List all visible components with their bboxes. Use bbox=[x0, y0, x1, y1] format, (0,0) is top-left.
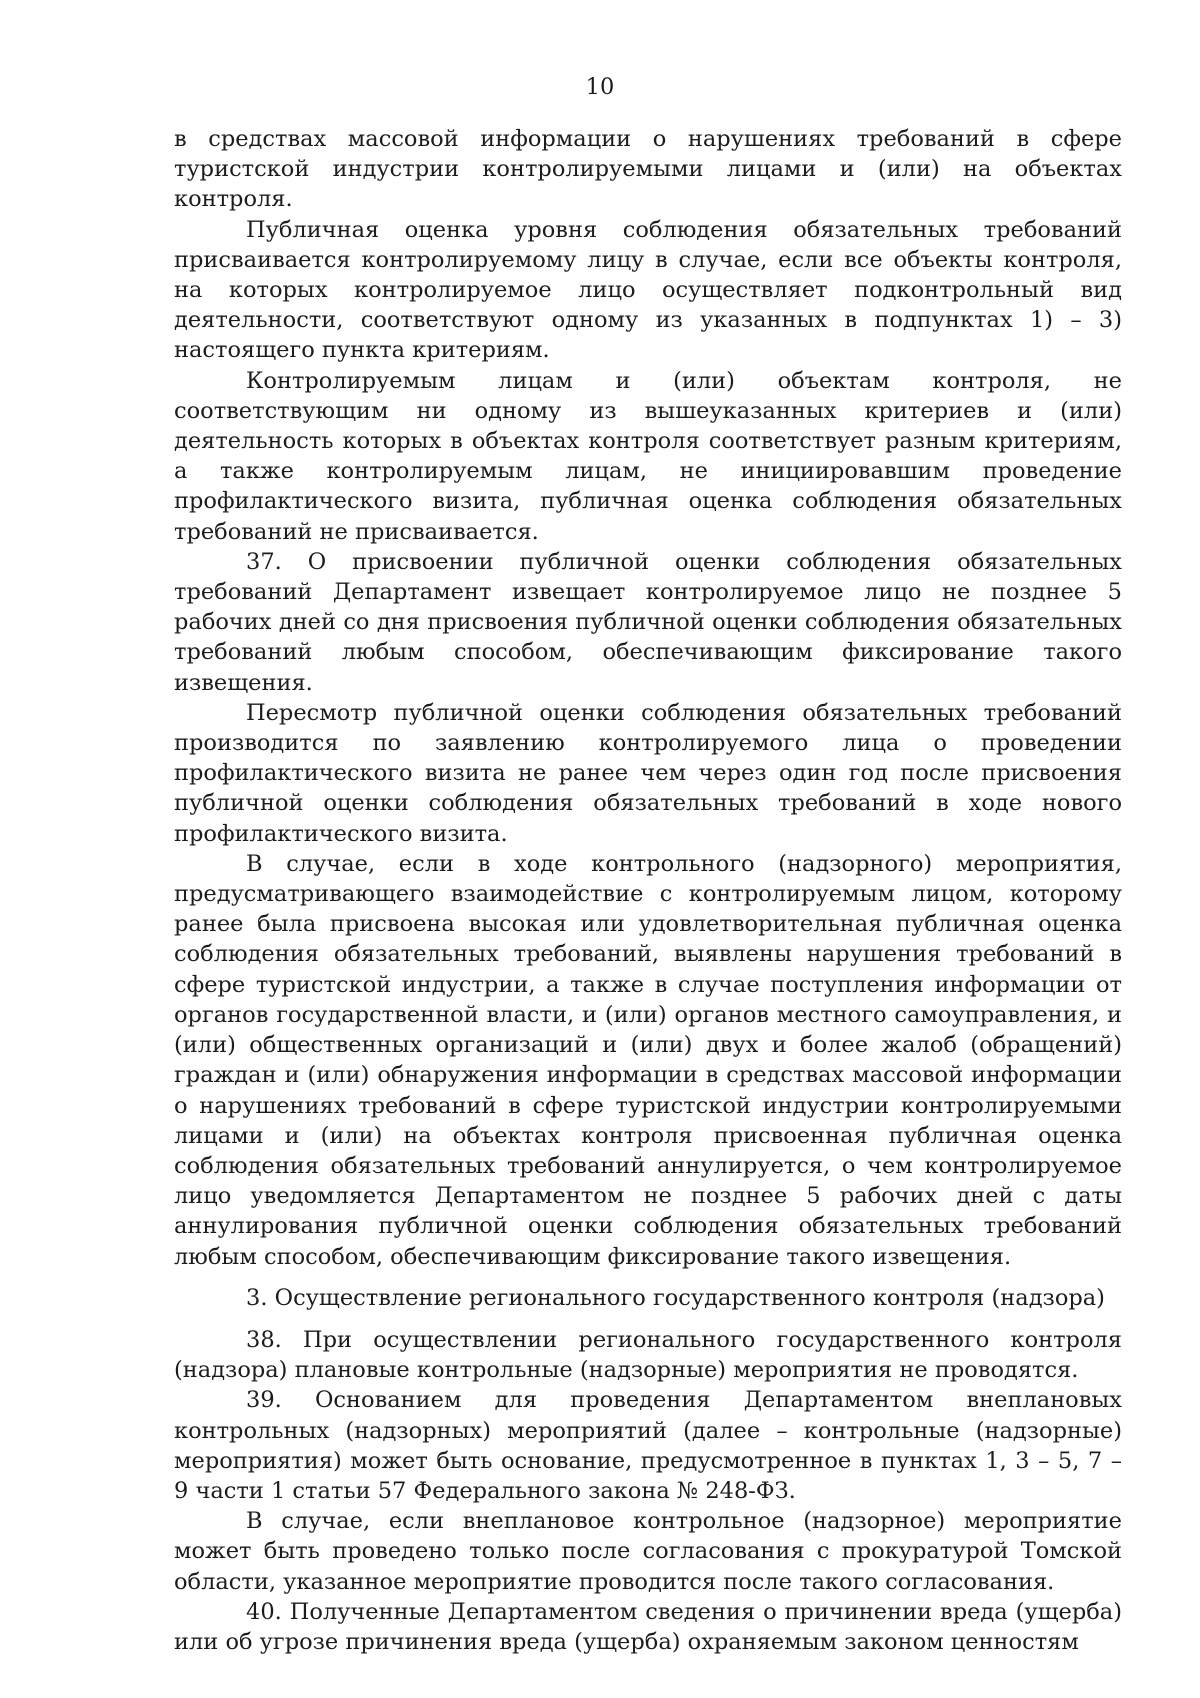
page-number: 10 bbox=[585, 74, 615, 100]
paragraph-not-assigned: Контролируемым лицам и (или) объектам контроля, не соответствующим ни одному из вышеуказанных критериев и (или) деятельность которых в объектах контроля соответствует разным критериям, а также контролируемым лицам, не инициировавшим проведение профилактического визита, публичная оценка соблюдения обязательных требований не присваивается. bbox=[174, 367, 1122, 545]
document-body bbox=[174, 124, 1122, 1657]
paragraph-item-40: 40. Полученные Департаментом сведения о причинении вреда (ущерба) или об угрозе причинения вреда (ущерба) охраняемым законом ценностям bbox=[174, 1598, 1122, 1655]
paragraph-item-38: 38. При осуществлении регионального государственного контроля (надзора) плановые контрольные (надзорные) мероприятия не проводятся. bbox=[174, 1326, 1122, 1384]
paragraph-annulment: В случае, если в ходе контрольного (надзорного) мероприятия, предусматривающего взаимодействие с контролируемым лицом, которому ранее была присвоена высокая или удовлетворительная публичная оценка соблюдения обязательных требований, выявлены нарушения требований в сфере туристской индустрии, а также в случае поступления информации от органов государственной власти, и (или) органов местного самоуправления, и (или) общественных организаций и (или) двух и более жалоб (обращений) граждан и (или) обнаружения информации в средствах массовой информации о нарушениях требований в сфере туристской индустрии контролируемыми лицами и (или) на объектах контроля присвоенная публичная оценка соблюдения обязательных требований аннулируется, о чем контролируемое лицо уведомляется Департаментом не позднее 5 рабочих дней с даты аннулирования публичной оценки соблюдения обязательных требований любым способом, обеспечивающим фиксирование такого извещения. bbox=[174, 850, 1122, 1270]
paragraph-item-39: 39. Основанием для проведения Департаментом внеплановых контрольных (надзорных) мероприятий (далее – контрольные (надзорные) мероприятия) может быть основание, предусмотренное в пунктах 1, 3 – 5, 7 – 9 части 1 статьи 57 Федерального закона № 248-ФЗ. bbox=[174, 1387, 1122, 1504]
paragraph-continuation: в средствах массовой информации о нарушениях требований в сфере туристской индустрии контролируемыми лицами и (или) на объектах контроля. bbox=[174, 126, 1122, 213]
paragraph-revision: Пересмотр публичной оценки соблюдения обязательных требований производится по заявлению контролируемого лица о проведении профилактического визита не ранее чем через один год после присвоения публичной оценки соблюдения обязательных требований в ходе нового профилактического визита. bbox=[174, 699, 1122, 847]
paragraph-public-assessment: Публичная оценка уровня соблюдения обязательных требований присваивается контролируемому лицу в случае, если все объекты контроля, на которых контролируемое лицо осуществляет подконтрольный вид деятельности, соответствуют одному из указанных в подпунктах 1) – 3) настоящего пункта критериям. bbox=[174, 216, 1122, 364]
paragraph-item-37: 37. О присвоении публичной оценки соблюдения обязательных требований Департамент извещает контролируемое лицо не позднее 5 рабочих дней со дня присвоения публичной оценки соблюдения обязательных требований любым способом, обеспечивающим фиксирование такого извещения. bbox=[174, 548, 1122, 696]
section-heading: 3. Осуществление регионального государственного контроля (надзора) bbox=[246, 1284, 1105, 1311]
paragraph-prosecutor-approval: В случае, если внеплановое контрольное (надзорное) мероприятие может быть проведено только после согласования с прокуратурой Томской области, указанное мероприятие проводится после такого согласования. bbox=[174, 1508, 1122, 1595]
